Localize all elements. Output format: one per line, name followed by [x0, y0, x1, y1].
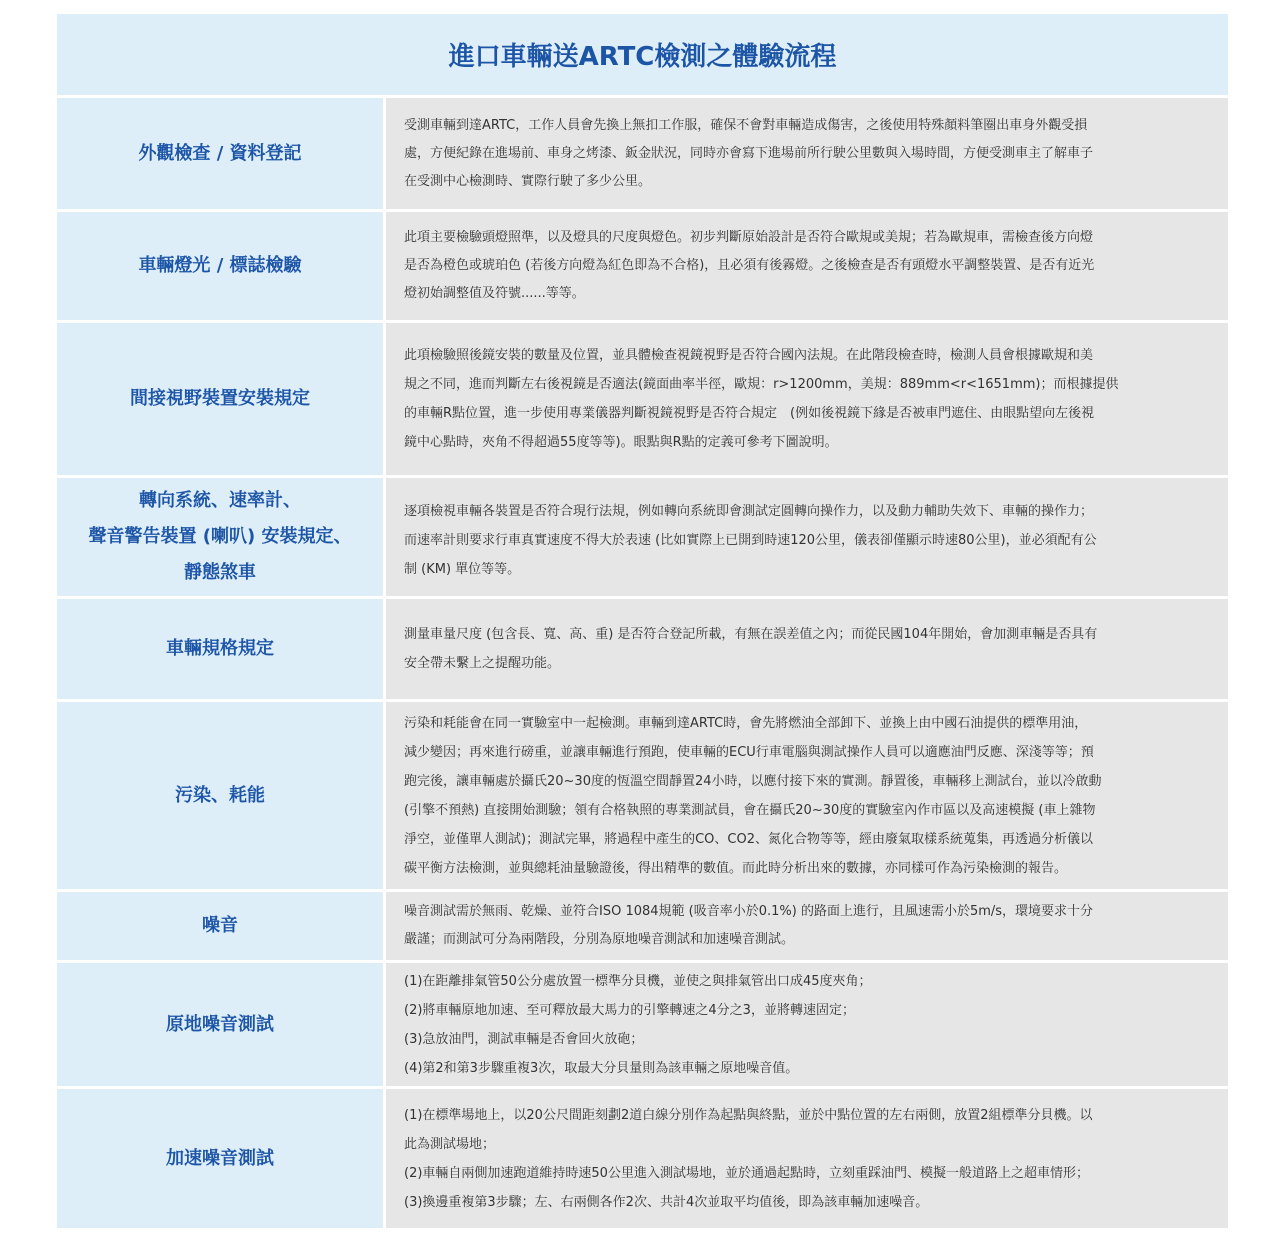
row-label: 車輛燈光 / 標誌檢驗 [57, 212, 383, 320]
content-line: 受測車輛到達ARTC，工作人員會先換上無扣工作服，確保不會對車輛造成傷害，之後使用特殊顏料筆圈出車身外觀受損 [404, 117, 1088, 133]
content-line: (引擎不預熱) 直接開始測驗；領有合格執照的專業測試員，會在攝氏20~30度的實驗室內作市區以及高速模擬 (車上雜物 [404, 802, 1096, 818]
content-line: 淨空，並僅單人測試)；測試完畢，將過程中產生的CO、CO2、氮化合物等等，經由廢氣取樣系統蒐集，再透過分析儀以 [404, 831, 1093, 847]
row-label-line: 轉向系統、速率計、 [139, 490, 301, 511]
content-line: 是否為橙色或琥珀色 (若後方向燈為紅色即為不合格)，且必須有後霧燈。之後檢查是否有頭燈水平調整裝置、是否有近光 [404, 258, 1095, 273]
content-line: 的車輛R點位置，進一步使用專業儀器判斷視鏡視野是否符合規定 (例如後視鏡下緣是否被車門遮住、由眼點望向左後視 [404, 406, 1095, 421]
content-line: 規之不同，進而判斷左右後視鏡是否適法(鏡面曲率半徑，歐規：r>1200mm，美規：889mm<r<1651mm)；而根據提供 [404, 377, 1119, 392]
content-line: 此為測試場地； [404, 1136, 496, 1152]
content-line: 碳平衡方法檢測，並與總耗油量驗證後，得出精準的數值。而此時分析出來的數據，亦同樣可作為污染檢測的報告。 [404, 860, 1068, 876]
content-line: 測量車量尺度 (包含長、寬、高、重) 是否符合登記所載，有無在誤差值之內；而從民國104年開始，會加測車輛是否具有 [404, 627, 1098, 642]
content-line: 在受測中心檢測時、實際行駛了多少公里。 [404, 173, 652, 189]
table-row [57, 1089, 1228, 1228]
table-row [57, 963, 1228, 1086]
table-row [57, 599, 1228, 699]
content-line: (2)車輛自兩側加速跑道維持時速50公里進入測試場地，並於通過起點時，立刻重踩油門、模擬一般道路上之超車情形； [404, 1165, 1089, 1181]
content-line: 處，方便紀錄在進場前、車身之烤漆、鈑金狀況，同時亦會寫下進場前所行駛公里數與入場時間，方便受測車主了解車子 [404, 145, 1094, 161]
content-line: (1)在標準場地上，以20公尺間距刻劃2道白線分別作為起點與終點，並於中點位置的左右兩側，放置2組標準分貝機。以 [404, 1107, 1093, 1123]
content-line: 而速率計則要求行車真實速度不得大於表速 (比如實際上已開到時速120公里，儀表卻僅顯示時速80公里)，並必須配有公 [404, 533, 1097, 548]
row-content [386, 599, 1228, 699]
row-content [386, 212, 1228, 320]
content-line: (4)第2和第3步驟重複3次，取最大分貝量則為該車輛之原地噪音值。 [404, 1060, 799, 1076]
row-label-line: 靜態煞車 [184, 562, 256, 583]
content-line: 安全帶未繫上之提醒功能。 [404, 656, 561, 671]
row-label-line: 聲音警告裝置 (喇叭) 安裝規定、 [88, 526, 352, 547]
row-label [57, 478, 383, 596]
table-row [57, 212, 1228, 320]
row-label: 車輛規格規定 [57, 599, 383, 699]
table-row [57, 98, 1228, 209]
table-row [57, 702, 1228, 889]
table-row [57, 323, 1228, 475]
content-line: 減少變因；再來進行磅重，並讓車輛進行預跑，使車輛的ECU行車電腦與測試操作人員可以適應油門反應、深淺等等；預 [404, 744, 1094, 760]
content-line: 污染和耗能會在同一實驗室中一起檢測。車輛到達ARTC時，會先將燃油全部卸下、並換上由中國石油提供的標準用油， [404, 715, 1088, 731]
row-content [386, 98, 1228, 209]
page-title: 進口車輛送ARTC檢測之體驗流程 [57, 14, 1228, 95]
table-row [57, 892, 1228, 960]
content-line: 此項主要檢驗頭燈照準，以及燈具的尺度與燈色。初步判斷原始設計是否符合歐規或美規；若為歐規車，需檢查後方向燈 [404, 230, 1094, 245]
table-row [57, 478, 1228, 596]
row-content [386, 323, 1228, 475]
content-line: 燈初始調整值及符號......等等。 [404, 286, 585, 301]
row-content [386, 892, 1228, 960]
content-line: 噪音測試需於無雨、乾燥、並符合ISO 1084規範 (吸音率小於0.1%) 的路面上進行，且風速需小於5m/s，環境要求十分 [404, 904, 1094, 919]
content-line: 嚴謹；而測試可分為兩階段，分別為原地噪音測試和加速噪音測試。 [404, 932, 795, 947]
row-label: 污染、耗能 [57, 702, 383, 889]
content-line: 制 (KM) 單位等等。 [404, 562, 521, 577]
row-content [386, 963, 1228, 1086]
content-line: 逐項檢視車輛各裝置是否符合現行法規，例如轉向系統即會測試定圓轉向操作力，以及動力輔助失效下、車輛的操作力； [404, 504, 1094, 519]
content-line: (1)在距離排氣管50公分處放置一標準分貝機，並使之與排氣管出口成45度夾角； [404, 973, 872, 989]
content-line: 跑完後，讓車輛處於攝氏20~30度的恆溫空間靜置24小時，以應付接下來的實測。靜置後，車輛移上測試台，並以冷啟動 [404, 773, 1102, 789]
row-label: 外觀檢查 / 資料登記 [57, 98, 383, 209]
content-line: (2)將車輛原地加速、至可釋放最大馬力的引擎轉速之4分之3，並將轉速固定； [404, 1002, 855, 1018]
content-line: (3)急放油門，測試車輛是否會回火放砲； [404, 1031, 644, 1047]
row-label: 噪音 [57, 892, 383, 960]
row-label: 間接視野裝置安裝規定 [57, 323, 383, 475]
content-line: (3)換邊重複第3步驟；左、右兩側各作2次、共計4次並取平均值後，即為該車輛加速噪音。 [404, 1194, 929, 1210]
content-line: 鏡中心點時，夾角不得超過55度等等)。眼點與R點的定義可參考下圖說明。 [404, 435, 838, 450]
content-line: 此項檢驗照後鏡安裝的數量及位置，並具體檢查視鏡視野是否符合國內法規。在此階段檢查時，檢測人員會根據歐規和美 [404, 348, 1094, 363]
row-content [386, 478, 1228, 596]
row-content [386, 702, 1228, 889]
row-content [386, 1089, 1228, 1228]
row-label: 原地噪音測試 [57, 963, 383, 1086]
row-label: 加速噪音測試 [57, 1089, 383, 1228]
